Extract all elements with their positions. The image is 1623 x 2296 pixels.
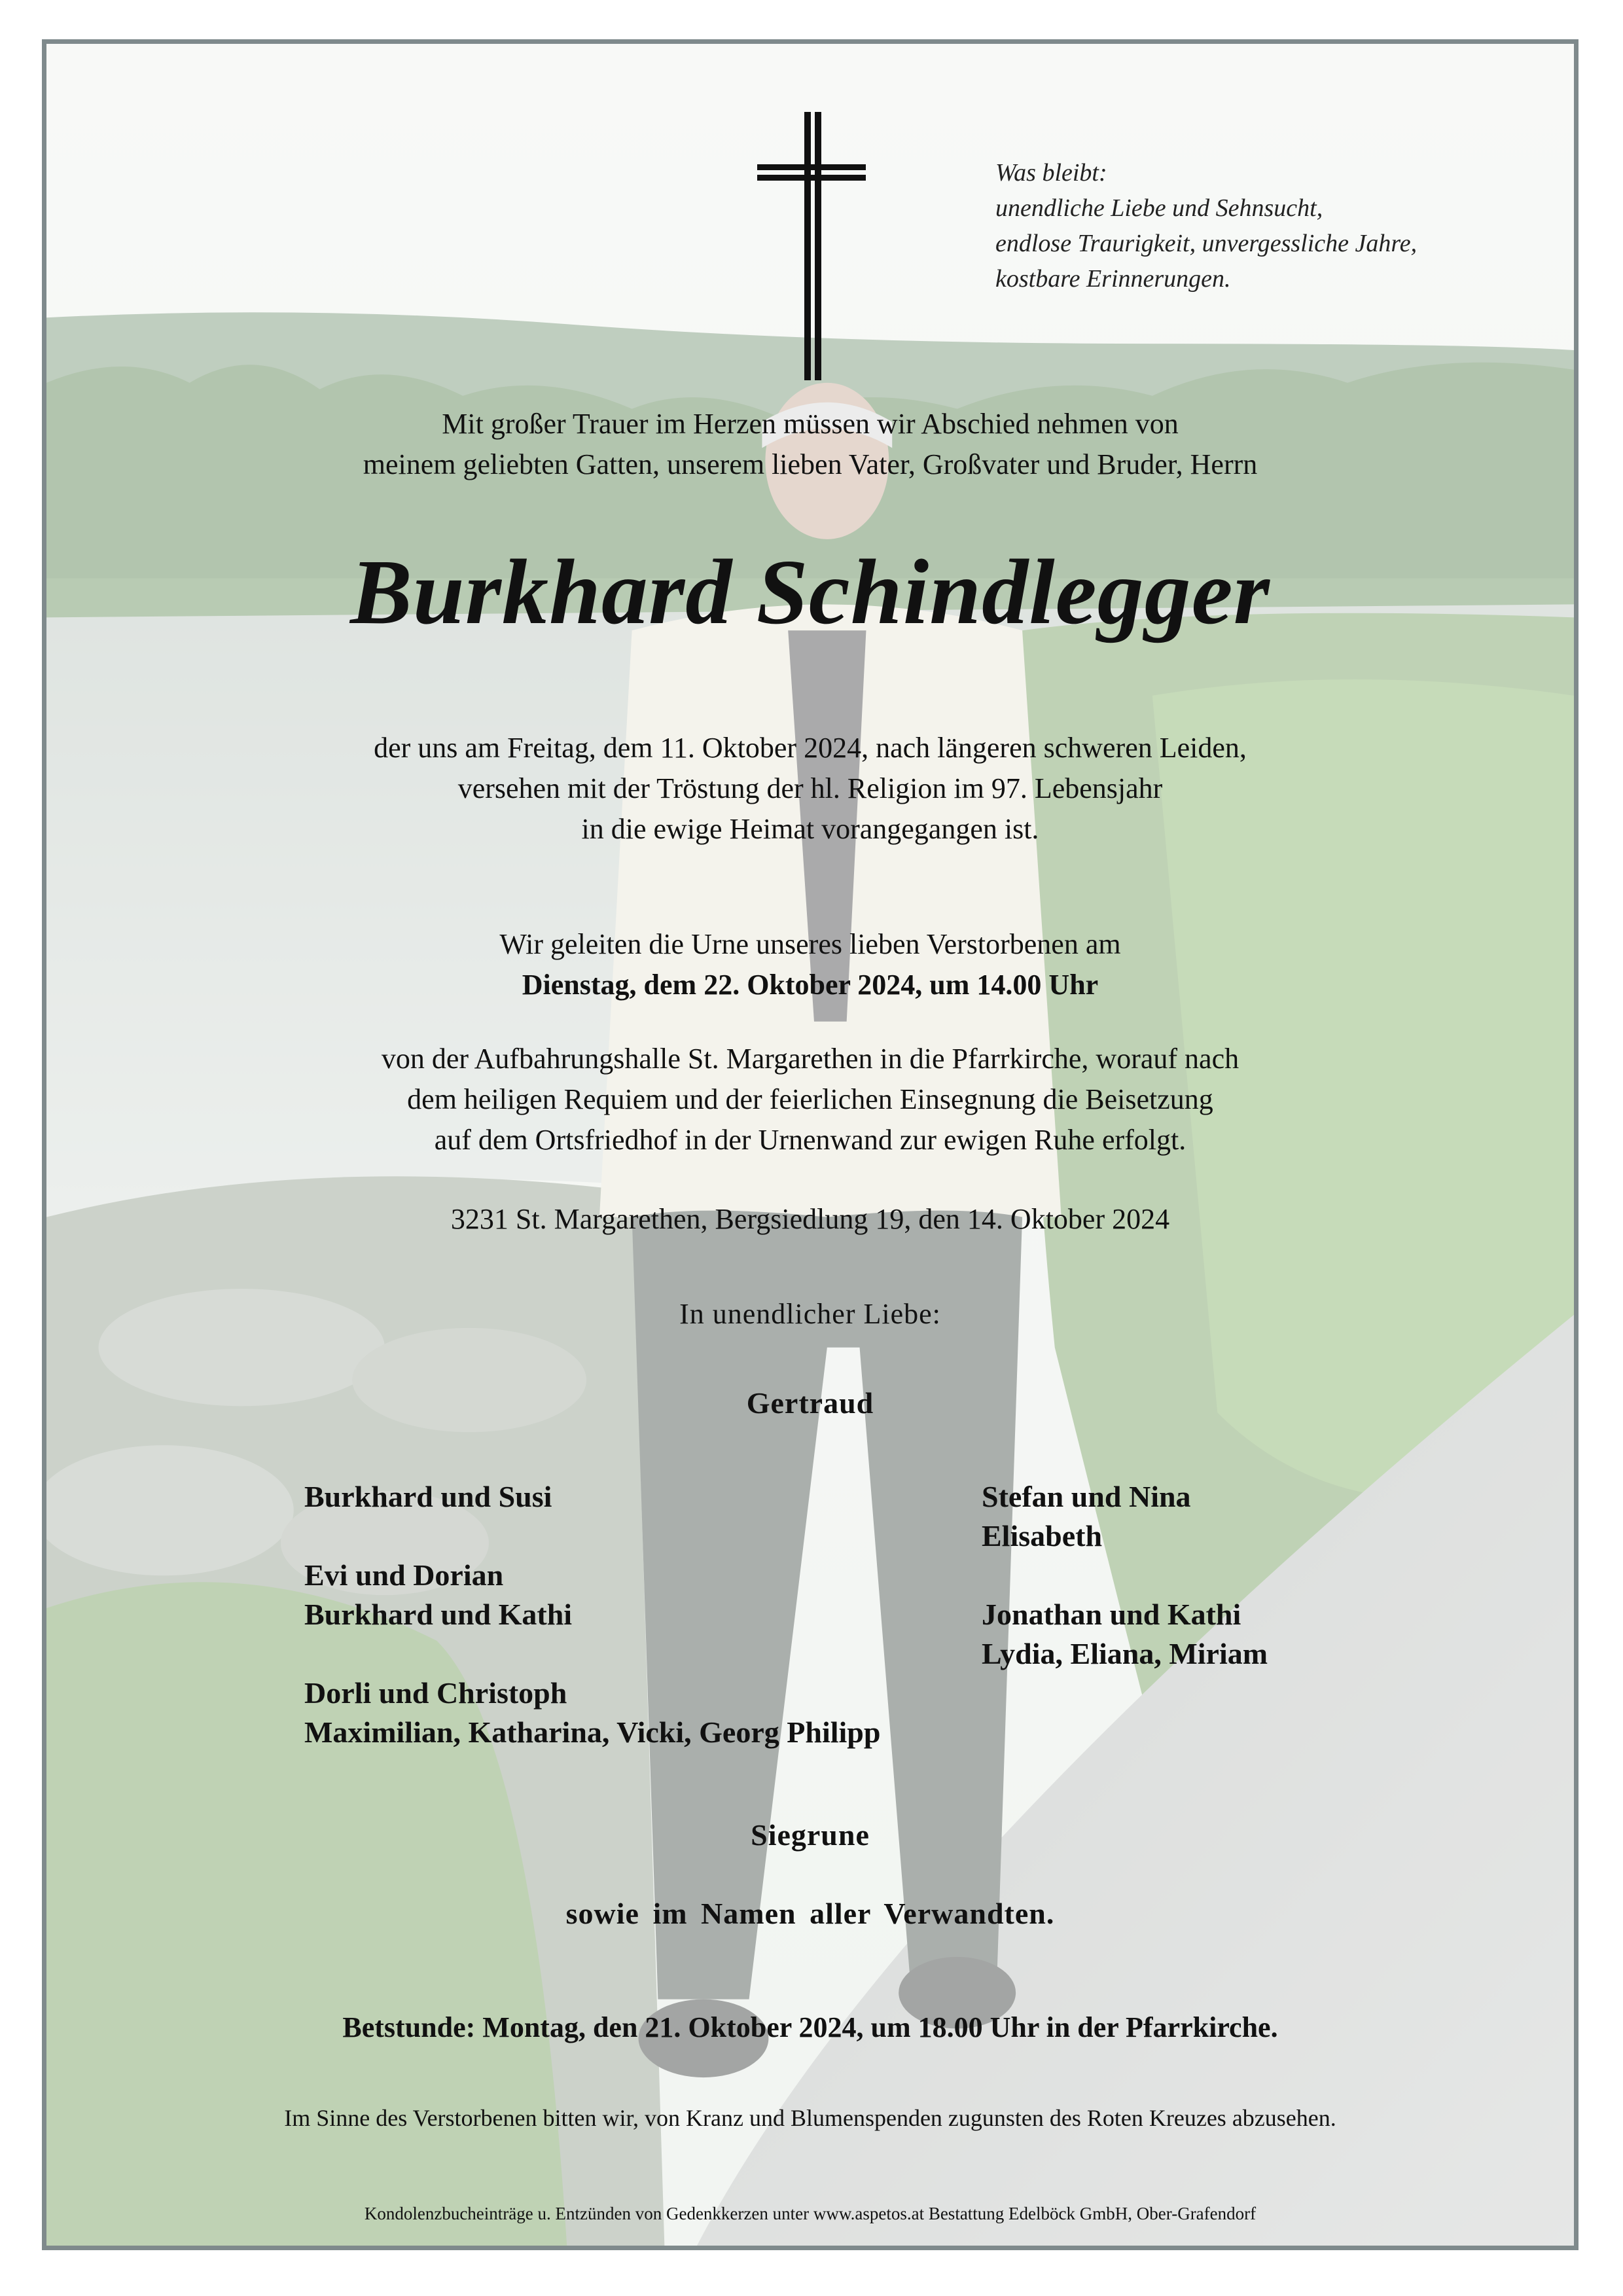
love-line: In unendlicher Liebe: — [679, 1298, 941, 1330]
family-member: Jonathan und Kathi — [982, 1598, 1241, 1631]
donation-request: Im Sinne des Verstorbenen bitten wir, von Kranz und Blumenspenden zugunsten des Roten Kreuzes abzusehen. — [284, 2105, 1336, 2131]
family-group — [304, 1477, 552, 1516]
passing-line: in die ewige Heimat vorangegangen ist. — [581, 813, 1039, 845]
place-date: 3231 St. Margarethen, Bergsiedlung 19, den 14. Oktober 2024 — [450, 1203, 1170, 1235]
verse-line: kostbare Erinnerungen. — [995, 265, 1231, 293]
spouse-name: Gertraud — [746, 1386, 874, 1420]
family-group — [304, 1674, 880, 1752]
passing-text — [46, 728, 1574, 850]
prayer-hour: Betstunde: Montag, den 21. Oktober 2024, um 18.00 Uhr in der Pfarrkirche. — [342, 2011, 1278, 2043]
family-member: Evi und Dorian — [304, 1558, 504, 1592]
verse — [995, 155, 1417, 296]
family-member: Stefan und Nina — [982, 1480, 1191, 1513]
family-member: Burkhard und Kathi — [304, 1598, 573, 1631]
sibling-name: Siegrune — [751, 1818, 870, 1852]
ceremony-text — [46, 924, 1574, 1005]
intro-text — [46, 404, 1574, 485]
passing-line: versehen mit der Tröstung der hl. Religion im 97. Lebensjahr — [457, 772, 1163, 804]
family-group — [304, 1556, 572, 1634]
verse-line: unendliche Liebe und Sehnsucht, — [995, 194, 1323, 222]
family-member: Elisabeth — [982, 1519, 1103, 1552]
relatives-line: sowie im Namen aller Verwandten. — [565, 1897, 1055, 1930]
passing-line: der uns am Freitag, dem 11. Oktober 2024, nach längeren schweren Leiden, — [374, 732, 1247, 764]
card-frame — [42, 39, 1578, 2250]
verse-line: endlose Traurigkeit, unvergessliche Jahre, — [995, 230, 1418, 257]
family-group — [982, 1477, 1191, 1556]
family-member: Burkhard und Susi — [304, 1480, 552, 1513]
family-group — [982, 1595, 1268, 1674]
details-line: auf dem Ortsfriedhof in der Urnenwand zur ewigen Ruhe erfolgt. — [434, 1124, 1186, 1156]
intro-line: meinem geliebten Gatten, unserem lieben Vater, Großvater und Bruder, Herrn — [363, 448, 1258, 480]
family-member: Lydia, Eliana, Miriam — [982, 1637, 1268, 1670]
family-member: Dorli und Christoph — [304, 1676, 567, 1710]
intro-line: Mit großer Trauer im Herzen müssen wir Abschied nehmen von — [442, 408, 1179, 440]
details-line: von der Aufbahrungshalle St. Margarethen in die Pfarrkirche, worauf nach — [381, 1043, 1240, 1075]
ceremony-date: Dienstag, dem 22. Oktober 2024, um 14.00 Uhr — [522, 969, 1099, 1001]
burial-details — [46, 1039, 1574, 1160]
details-line: dem heiligen Requiem und der feierlichen Einsegnung die Beisetzung — [407, 1083, 1213, 1115]
family-member: Maximilian, Katharina, Vicki, Georg Philipp — [304, 1715, 881, 1749]
cross-icon — [749, 112, 874, 380]
footer-note: Kondolenzbucheinträge u. Entzünden von Gedenkkerzen unter www.aspetos.at Bestattung Edelböck GmbH, Ober-Grafendorf — [364, 2204, 1257, 2223]
ceremony-line: Wir geleiten die Urne unseres lieben Verstorbenen am — [499, 928, 1121, 960]
verse-line: Was bleibt: — [995, 159, 1107, 187]
deceased-name: Burkhard Schindlegger — [350, 540, 1270, 643]
